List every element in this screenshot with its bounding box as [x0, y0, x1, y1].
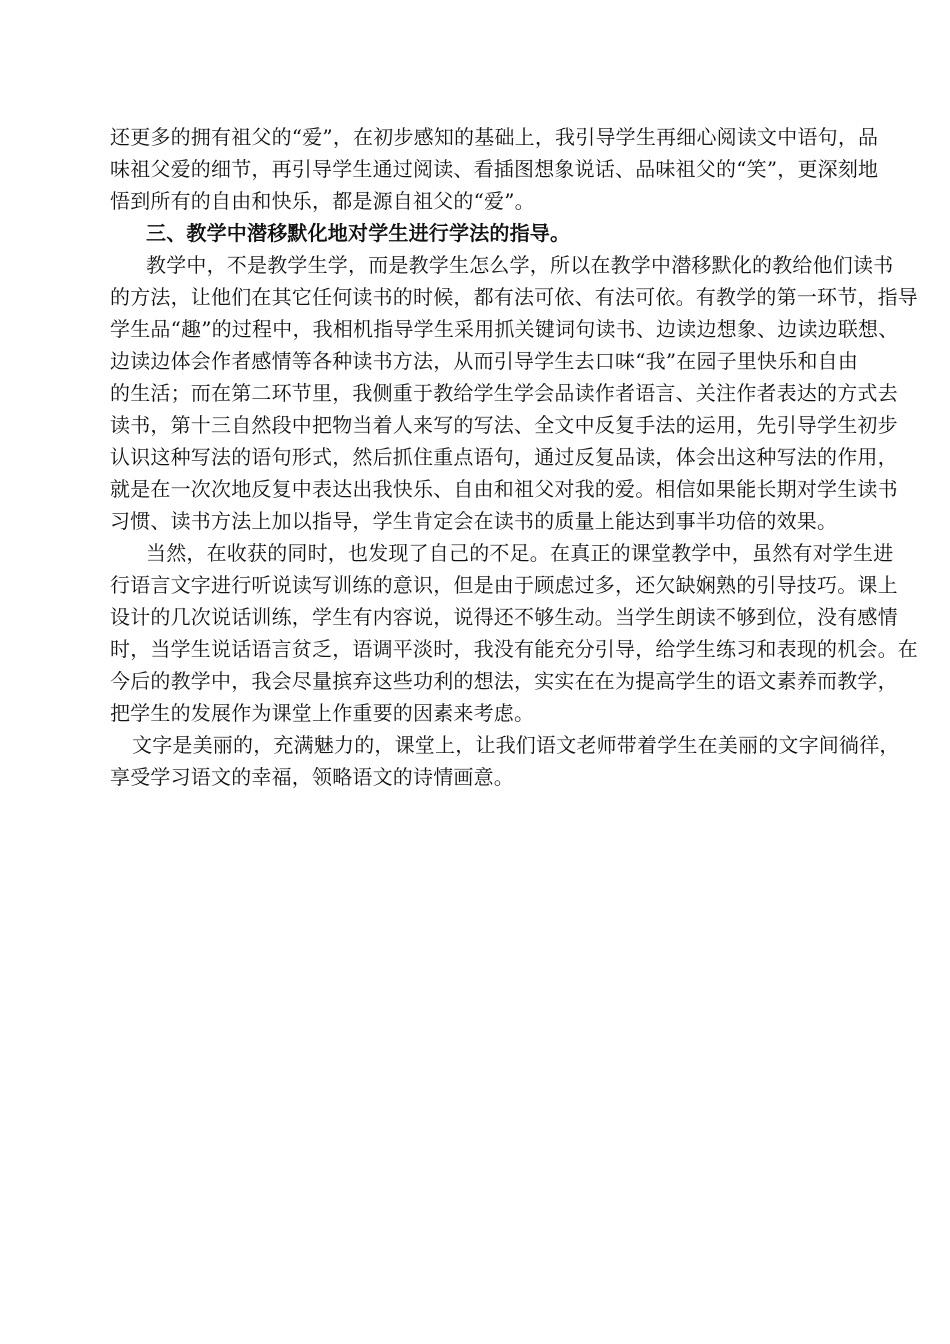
paragraph-2 [110, 249, 918, 537]
paragraph-line: 读书，第十三自然段中把物当着人来写的写法、全文中反复手法的运用，先引导学生初步 [110, 413, 898, 437]
paragraph-line: 行语言文字进行听说读写训练的意识，但是由于顾虑过多，还欠缺娴熟的引导技巧。课上 [110, 573, 898, 597]
section-heading-3 [110, 217, 840, 249]
paragraph-line: 教学中，不是教学生学，而是教学生怎么学，所以在教学中潜移默化的教给他们读书 [146, 253, 894, 277]
paragraph-line: 享受学习语文的幸福，领略语文的诗情画意。 [110, 765, 514, 789]
paragraph-line: 时，当学生说话语言贫乏，语调平淡时，我没有能充分引导，给学生练习和表现的机会。在 [110, 637, 918, 661]
paragraph-line: 还更多的拥有祖父的“爱”，在初步感知的基础上，我引导学生再细心阅读文中语句，品 [110, 125, 879, 149]
paragraph-line: 边读边体会作者感情等各种读书方法，从而引导学生去口味“我”在园子里快乐和自由 [110, 349, 859, 373]
paragraph-line: 悟到所有的自由和快乐，都是源自祖父的“爱”。 [110, 189, 535, 213]
paragraph-line: 习惯、读书方法上加以指导，学生肯定会在读书的质量上能达到事半功倍的效果。 [110, 509, 838, 533]
paragraph-line: 学生品“趣”的过程中，我相机指导学生采用抓关键词句读书、边读边想象、边读边联想、 [110, 317, 899, 341]
paragraph-line: 当然，在收获的同时，也发现了自己的不足。在真正的课堂教学中，虽然有对学生进 [146, 541, 894, 565]
paragraph-line: 今后的教学中，我会尽量摈弃这些功利的想法，实实在在为提高学生的语文素养而教学， [110, 669, 898, 693]
paragraph-1 [110, 121, 879, 217]
paragraph-3 [110, 537, 918, 729]
document-body [110, 121, 918, 793]
paragraph-line: 的生活；而在第二环节里，我侧重于教给学生学会品读作者语言、关注作者表达的方式去 [110, 381, 898, 405]
paragraph-4 [110, 729, 900, 793]
paragraph-line: 的方法，让他们在其它任何读书的时候，都有法可依、有法可依。有教学的第一环节，指导 [110, 285, 918, 309]
paragraph-line: 设计的几次说话训练，学生有内容说，说得还不够生动。当学生朗读不够到位，没有感情 [110, 605, 898, 629]
paragraph-line: 味祖父爱的细节，再引导学生通过阅读、看插图想象说话、品味祖父的“笑”，更深刻地 [110, 157, 879, 181]
paragraph-line: 文字是美丽的，充满魅力的，课堂上，让我们语文老师带着学生在美丽的文字间徜徉， [132, 733, 900, 757]
paragraph-line: 就是在一次次地反复中表达出我快乐、自由和祖父对我的爱。相信如果能长期对学生读书 [110, 477, 898, 501]
section-heading-text: 三、教学中潜移默化地对学生进行学法的指导。 [146, 221, 571, 245]
paragraph-line: 认识这种写法的语句形式，然后抓住重点语句，通过反复品读，体会出这种写法的作用， [110, 445, 898, 469]
paragraph-line: 把学生的发展作为课堂上作重要的因素来考虑。 [110, 701, 535, 725]
